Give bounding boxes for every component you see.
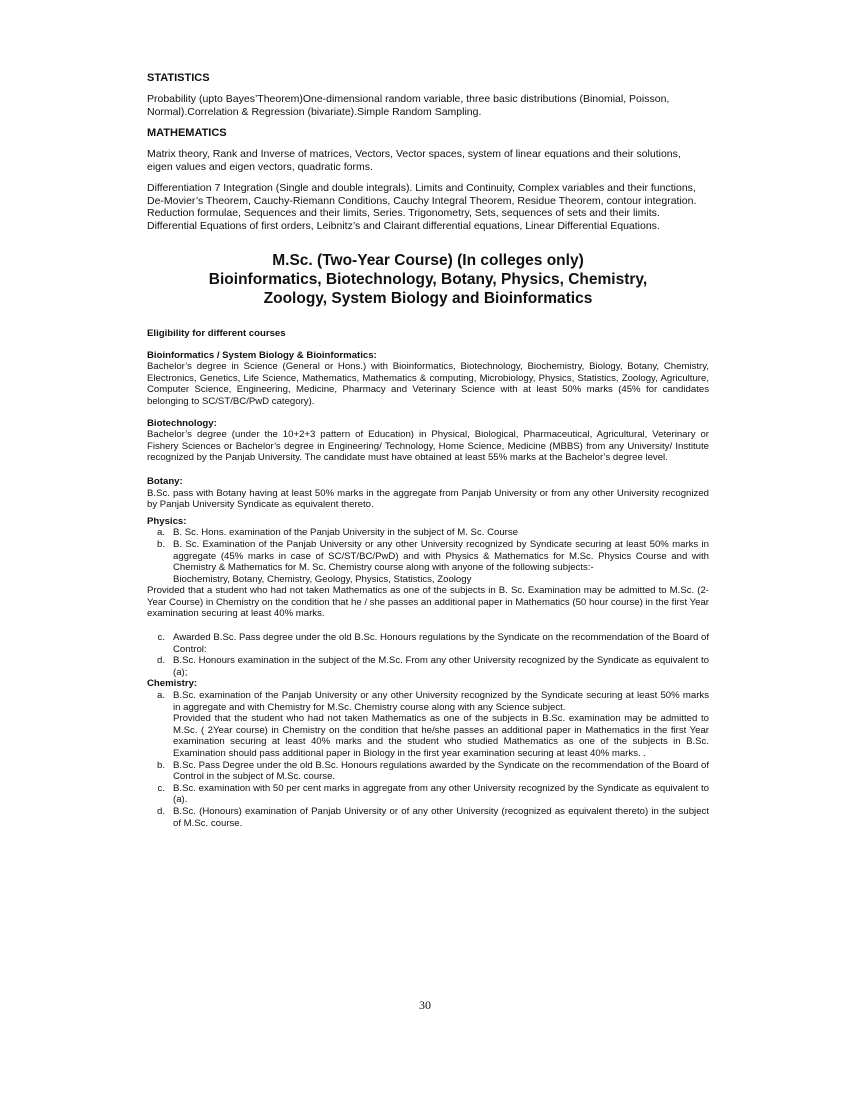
list-marker: b. [156,538,165,550]
eligibility-heading: Eligibility for different courses [147,328,286,339]
list-item [147,539,709,585]
course-title-line-2: Bioinformatics, Biotechnology, Botany, Physics, Chemistry, [208,271,648,288]
bioinformatics-text: Bachelor’s degree in Science (General or Hons.) with Bioinformatics, Biotechnology, Biochemistry, Biology, Botany, Chemistry, Electronics, Genetics, Life Science, Mathematics, Mathematics & computing, Microbiology, Physics, Statistics, Zoology, Agriculture, Computer Science, Engineering, Medicine, Pharmacy and Veterinary Science with at least 50% marks (45% for candidates belonging to SC/ST/BC/PwD category). [147,361,709,407]
list-item [147,655,709,678]
list-item-text: B.Sc. examination of the Panjab University or any other University recognized by the Syndicate securing at least 50% marks in aggregate and with Chemistry for M.Sc. Chemistry course along with any Science subject. [173,690,709,713]
list-marker: a. [156,527,165,539]
physics-proviso: Provided that a student who had not taken Mathematics as one of the subjects in B. Sc. Examination may be admitted to M.Sc. (2-Year Course) in Chemistry on the condition that he / she passes an additional paper in Mathematics (50 hour course) in the first Year examination securing at least 40% marks. [147,585,709,620]
course-title-line-3: Zoology, System Biology and Bioinformatics [263,290,593,307]
list-item-text: B.Sc. (Honours) examination of Panjab University or of any other University (recognized as equivalent thereto) in the subject of M.Sc. course. [173,805,709,829]
list-item [147,806,709,829]
list-item [147,760,709,783]
list-item-text: Awarded B.Sc. Pass degree under the old B.Sc. Honours regulations by the Syndicate on the recommendation of the Board of Control: [173,632,709,655]
list-item-proviso: Provided that the student who had not taken Mathematics as one of the subjects in B.Sc. examination may be admitted to M.Sc. ( 2Year course) in Chemistry on the condition that he/she passes an additional paper in Mathematics in the first Year examination securing at least 40% marks and the student who studied Mathematics as one of the subjects in B.Sc. Examination should pass additional paper in Biology in the first year examination securing at least 40% marks. . [173,713,709,759]
list-marker: d. [156,805,165,817]
page-number: 30 [419,998,431,1012]
physics-heading: Physics: [147,515,187,527]
list-item [147,527,709,539]
list-item-text: B.Sc. Pass Degree under the old B.Sc. Honours regulations awarded by the Syndicate on the recommendation of the Board of Control in the subject of M.Sc. course. [173,759,709,783]
botany-heading: Botany: [147,475,183,487]
list-marker: c. [157,632,165,644]
botany-text: B.Sc. pass with Botany having at least 50% marks in the aggregate from Panjab University or from any other University recognized by Panjab University Syndicate as equivalent thereto. [147,487,709,511]
list-item-text: B.Sc. examination with 50 per cent marks in aggregate from any other University recognized by the Syndicate as equivalent to (a). [173,782,709,806]
biotechnology-text: Bachelor’s degree (under the 10+2+3 pattern of Education) in Physical, Biological, Pharmaceutical, Agricultural, Veterinary or Fishery Sciences or Bachelor’s degree in Engineering/ Technology, Home Science, Medicine (MBBS) from any University/ Institute recognized by the Panjab University. The candidate must have obtained at least 55% marks at the Bachelor’s degree level. [147,429,709,464]
list-marker: a. [156,690,165,702]
course-title-line-1: M.Sc. (Two-Year Course) (In colleges only) [272,252,584,269]
chemistry-list [147,690,709,829]
chemistry-heading: Chemistry: [147,678,198,690]
list-item-subjects: Biochemistry, Botany, Chemistry, Geology, Physics, Statistics, Zoology [173,573,472,585]
list-marker: d. [156,655,165,667]
physics-list-ab [147,527,709,585]
list-item-text: B.Sc. Honours examination in the subject of the M.Sc. From any other University recognized by the Syndicate as equivalent to (a); [173,655,709,678]
course-title [147,251,709,308]
bioinformatics-heading: Bioinformatics / System Biology & Bioinformatics: [147,349,377,361]
biotechnology-heading: Biotechnology: [147,417,217,429]
list-marker: c. [157,782,165,794]
statistics-text: Probability (upto Bayes’Theorem)One-dimensional random variable, three basic distributions (Binomial, Poisson, Normal).Correlation & Regression (bivariate).Simple Random Sampling. [147,93,670,118]
list-item [147,690,709,760]
list-marker: b. [156,759,165,771]
statistics-heading: STATISTICS [147,72,210,84]
physics-list-cd [147,632,709,678]
mathematics-text-2: Differentiation 7 Integration (Single and double integrals). Limits and Continuity, Complex variables and their functions, De-Movier’s Theorem, Cauchy-Riemann Conditions, Cauchy Integral Theorem, Residue Theorem, contour integration. Reduction formulae, Sequences and their limits, Series. Trigonometry, Sets, sequences of sets and their limits. Differential Equations of first orders, Leibnitz’s and Clairant differential equations, Linear Differential Equations. [147,182,697,232]
list-item [147,783,709,806]
list-item-text: B. Sc. Examination of the Panjab University or any other University recognized by Syndicate securing at least 50% marks in aggregate (45% marks in case of SC/ST/BC/PwD) and with Physics & Mathematics for M.Sc. Physics Course and with Chemistry & Mathematics for M. Sc. Chemistry course along with anyone of the following subjects:- [173,538,709,574]
list-item-text: B. Sc. Hons. examination of the Panjab University in the subject of M. Sc. Course [173,527,519,539]
list-item [147,632,709,655]
document-page [147,72,709,829]
mathematics-heading: MATHEMATICS [147,127,227,139]
mathematics-text-1: Matrix theory, Rank and Inverse of matrices, Vectors, Vector spaces, system of linear equations and their solutions, eigen values and eigen vectors, quadratic forms. [147,148,681,173]
